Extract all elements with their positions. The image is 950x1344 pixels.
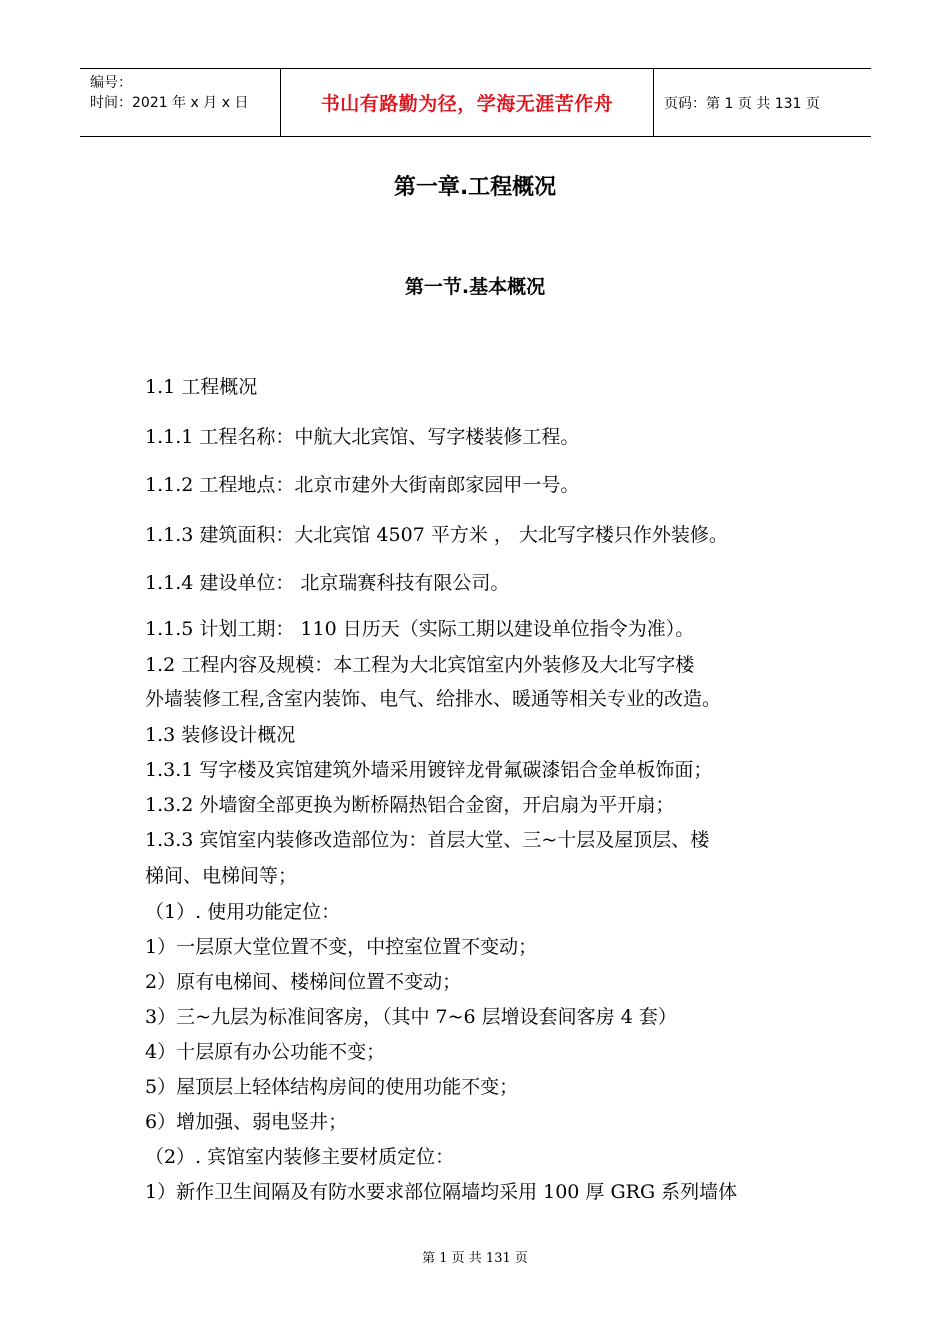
body-line: 4）十层原有办公功能不变； [145,1041,386,1063]
body-line: 2）原有电梯间、楼梯间位置不变动； [145,971,462,993]
header-motto-cell [280,69,654,136]
body-line: 1.1.5 计划工期： 110 日历天（实际工期以建设单位指令为准）。 [145,618,695,640]
header-meta [80,69,280,136]
body-line: 外墙装修工程,含室内装饰、电气、给排水、暖通等相关专业的改造。 [145,688,722,710]
header-page-info [654,69,871,136]
body-line: 1.1.3 建筑面积：大北宾馆 4507 平方米 ， 大北写字楼只作外装修。 [145,524,728,546]
body-line: 梯间、电梯间等； [145,865,298,887]
body-line: 1.2 工程内容及规模：本工程为大北宾馆室内外装修及大北写字楼 [145,654,695,676]
body-line: 6）增加强、弱电竖井； [145,1111,348,1133]
page-header [80,68,871,137]
chapter-title: 第一章.工程概况 [393,175,557,200]
page-footer: 第 1 页 共 131 页 [422,1251,528,1266]
body-line: 1.3.2 外墙窗全部更换为断桥隔热铝合金窗，开启扇为平开扇； [145,794,675,816]
body-line: 1）新作卫生间隔及有防水要求部位隔墙均采用 100 厚 GRG 系列墙体 [145,1181,738,1203]
body-line: 1.1 工程概况 [145,376,258,398]
body-line: （2）. 宾馆室内装修主要材质定位： [145,1146,455,1168]
motto-text: 书山有路勤为径，学海无涯苦作舟 [320,93,614,115]
body-line: 5）屋顶层上轻体结构房间的使用功能不变； [145,1076,519,1098]
body-line: 1.1.4 建设单位： 北京瑞赛科技有限公司。 [145,572,510,594]
body-line: 1.1.2 工程地点：北京市建外大街南郎家园甲一号。 [145,474,580,496]
code-label: 编号： [90,75,132,91]
body-line: （1）. 使用功能定位： [145,901,341,923]
body-line: 1.1.1 工程名称：中航大北宾馆、写字楼装修工程。 [145,426,580,448]
page-info-text: 页码：第 1 页 共 131 页 [664,95,820,112]
body-line: 1.3 装修设计概况 [145,724,296,746]
section-title: 第一节.基本概况 [404,276,546,298]
time-label: 时间：2021 年 x 月 x 日 [90,95,249,111]
body-line: 1）一层原大堂位置不变，中控室位置不变动； [145,936,538,958]
body-line: 1.3.1 写字楼及宾馆建筑外墙采用镀锌龙骨氟碳漆铝合金单板饰面； [145,759,713,781]
body-line: 3）三~九层为标准间客房，（其中 7~6 层增设套间客房 4 套） [145,1006,677,1028]
body-line: 1.3.3 宾馆室内装修改造部位为：首层大堂、三~十层及屋顶层、楼 [145,829,710,851]
